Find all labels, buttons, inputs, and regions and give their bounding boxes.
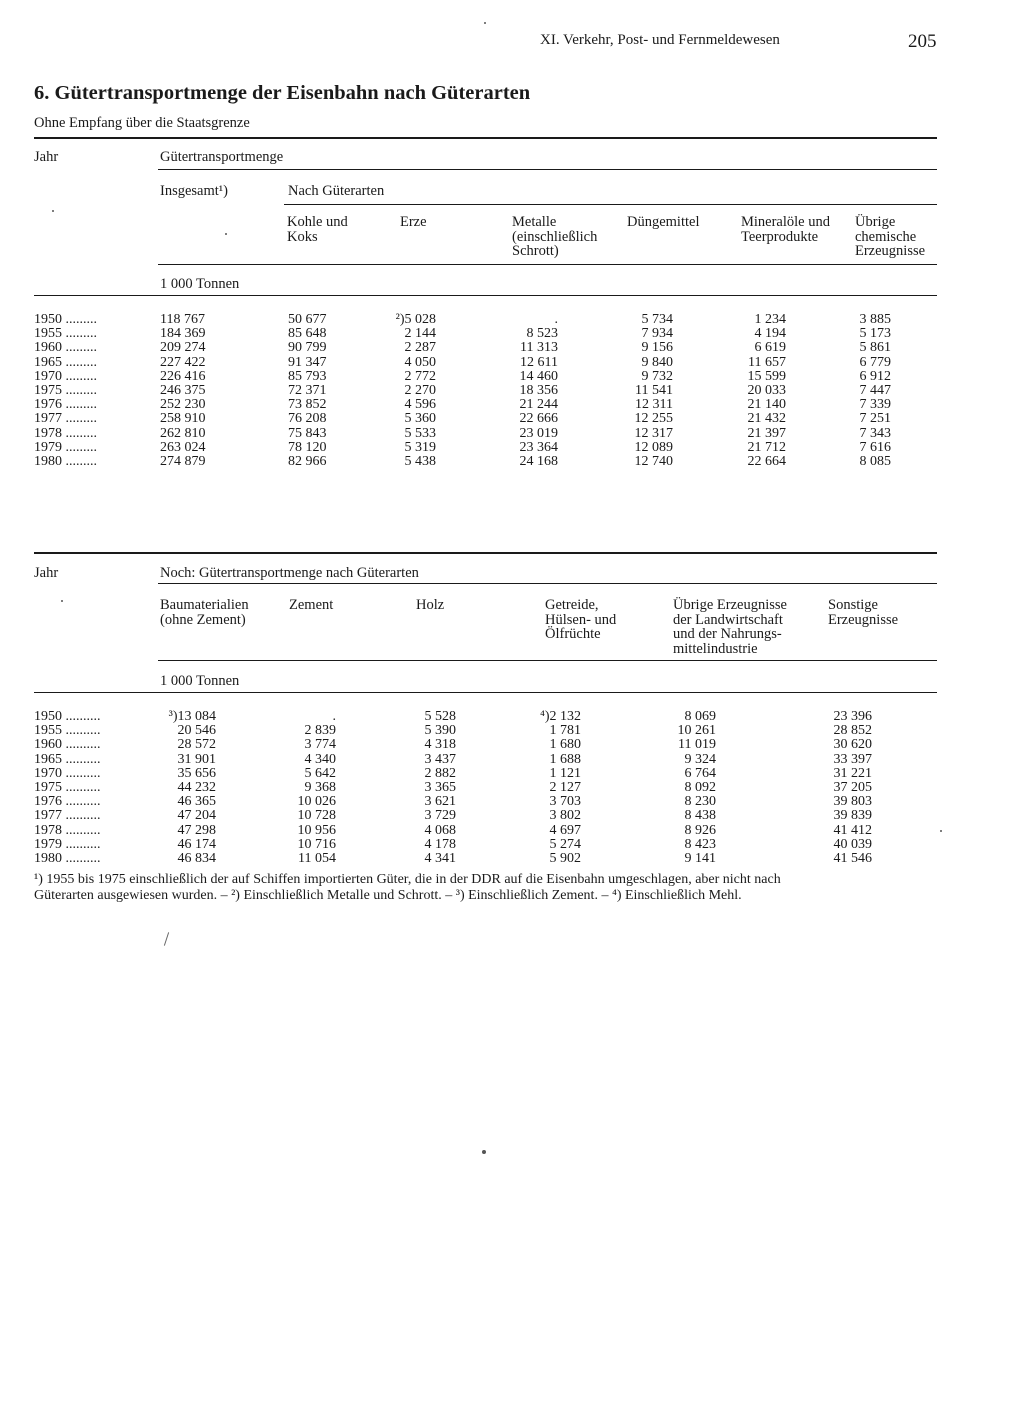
table1-col-erze: Erze (400, 214, 427, 230)
table1-total-values: 118 767 184 369 209 274 227 422 226 416 246 375 252 230 258 910 262 810 263 024 274 879 (160, 312, 206, 470)
table1-unit-label: 1 000 Tonnen (160, 276, 240, 292)
table1-col-duengemittel: Düngemittel (627, 214, 700, 230)
table2-col-getreide: Getreide, Hülsen- und Ölfrüchte (545, 597, 617, 642)
table2-sonst-values: 23 396 28 852 30 620 33 397 31 221 37 205 39 803 39 839 41 412 40 039 41 546 (833, 709, 872, 867)
scan-speck (940, 830, 942, 832)
table2-col-holz: Holz (416, 597, 445, 613)
scan-speck (61, 600, 63, 602)
table1-col-metalle: Metalle (einschließlich Schrott) (512, 214, 598, 259)
page-number: 205 (908, 31, 937, 52)
table2-header-group: Noch: Gütertransportmenge nach Güterarten (160, 565, 419, 581)
table2-col-sonstige: Sonstige Erzeugnisse (828, 597, 899, 628)
table1-header-total: Insgesamt¹) (160, 183, 228, 199)
table2-bau-values: ³)13 084 20 546 28 572 31 901 35 656 44 232 46 365 47 204 47 298 46 174 46 834 (168, 709, 216, 867)
scan-speck (484, 22, 486, 24)
table1-header-nach: Nach Güterarten (288, 183, 385, 199)
table1-erze-values: ²)5 028 2 144 2 287 4 050 2 772 2 270 4 596 5 360 5 533 5 319 5 438 (395, 312, 436, 470)
table2-holz-values: 5 528 5 390 4 318 3 437 2 882 3 365 3 621 3 729 4 068 4 178 4 341 (424, 709, 456, 867)
table1-subgroup-rule (284, 204, 937, 205)
table1-header-group: Gütertransportmenge (160, 149, 284, 165)
table2-zement-values: . 2 839 3 774 4 340 5 642 9 368 10 026 10 728 10 956 10 716 11 054 (297, 709, 336, 867)
table2-col-baumaterialien: Baumaterialien (ohne Zement) (160, 597, 249, 628)
table2-years: 1950 .......... 1955 .......... 1960 .......... 1965 .......... 1970 .......... 1975 .......... 1976 .......... 1977 .......... 1978 .......... 1979 .......... 1980 .......... (34, 709, 101, 867)
table2-top-rule (34, 552, 937, 554)
table-title: 6. Gütertransportmenge der Eisenbahn nach Güterarten (34, 82, 531, 104)
table1-colhead-rule (158, 264, 937, 265)
table1-chemie-values: 3 885 5 173 5 861 6 779 6 912 7 447 7 339 7 251 7 343 7 616 8 085 (859, 312, 891, 470)
table2-colhead-rule (158, 660, 937, 661)
table2-header-jahr: Jahr (34, 565, 59, 581)
table1-years: 1950 ......... 1955 ......... 1960 ......... 1965 ......... 1970 ......... 1975 ......... 1976 ......... 1977 ......... 1978 ......... 1979 ......... 1980 ......... (34, 312, 97, 470)
table1-mineral-values: 1 234 4 194 6 619 11 657 15 599 20 033 21 140 21 432 21 397 21 712 22 664 (747, 312, 786, 470)
table2-col-landwirtschaft: Übrige Erzeugnisse der Landwirtschaft und der Nahrungs- mittelindustrie (673, 597, 787, 657)
table1-col-mineraloele: Mineralöle und Teerprodukte (741, 214, 830, 245)
footnote-line-1: ¹) 1955 bis 1975 einschließlich der auf Schiffen importierten Güter, die in der DDR auf die Eisenbahn umgeschlagen, aber nicht nach (34, 872, 781, 887)
table1-col-chemie: Übrige chemische Erzeugnisse (855, 214, 926, 259)
table1-header-jahr: Jahr (34, 149, 59, 165)
table2-col-zement: Zement (289, 597, 334, 613)
table1-metalle-values: . 8 523 11 313 12 611 14 460 18 356 21 244 22 666 23 019 23 364 24 168 (519, 312, 558, 470)
table1-col-kohle: Kohle und Koks (287, 214, 348, 245)
table2-getreide-values: ⁴)2 132 1 781 1 680 1 688 1 121 2 127 3 703 3 802 4 697 5 274 5 902 (539, 709, 581, 867)
table-subtitle: Ohne Empfang über die Staatsgrenze (34, 115, 250, 131)
scan-speck (225, 233, 227, 235)
footnote-line-2: Güterarten ausgewiesen wurden. – ²) Einschließlich Metalle und Schrott. – ³) Einschließlich Zement. – ⁴) Einschließlich Mehl. (34, 888, 742, 903)
table1-unit-rule (34, 295, 937, 296)
table1-kohle-values: 50 677 85 648 90 799 91 347 85 793 72 371 73 852 76 208 75 843 78 120 82 966 (288, 312, 327, 470)
scan-speck (52, 210, 54, 212)
table1-duenge-values: 5 734 7 934 9 156 9 840 9 732 11 541 12 311 12 255 12 317 12 089 12 740 (634, 312, 673, 470)
table2-unit-rule (34, 692, 937, 693)
table2-unit-label: 1 000 Tonnen (160, 673, 240, 689)
scan-speck (482, 1150, 486, 1154)
table2-group-rule (158, 583, 937, 584)
table1-top-rule (34, 137, 937, 139)
table1-group-rule (158, 169, 937, 170)
running-header: XI. Verkehr, Post- und Fernmeldewesen (540, 32, 780, 48)
table2-landw-values: 8 069 10 261 11 019 9 324 6 764 8 092 8 230 8 438 8 926 8 423 9 141 (677, 709, 716, 867)
scan-mark (164, 932, 169, 946)
